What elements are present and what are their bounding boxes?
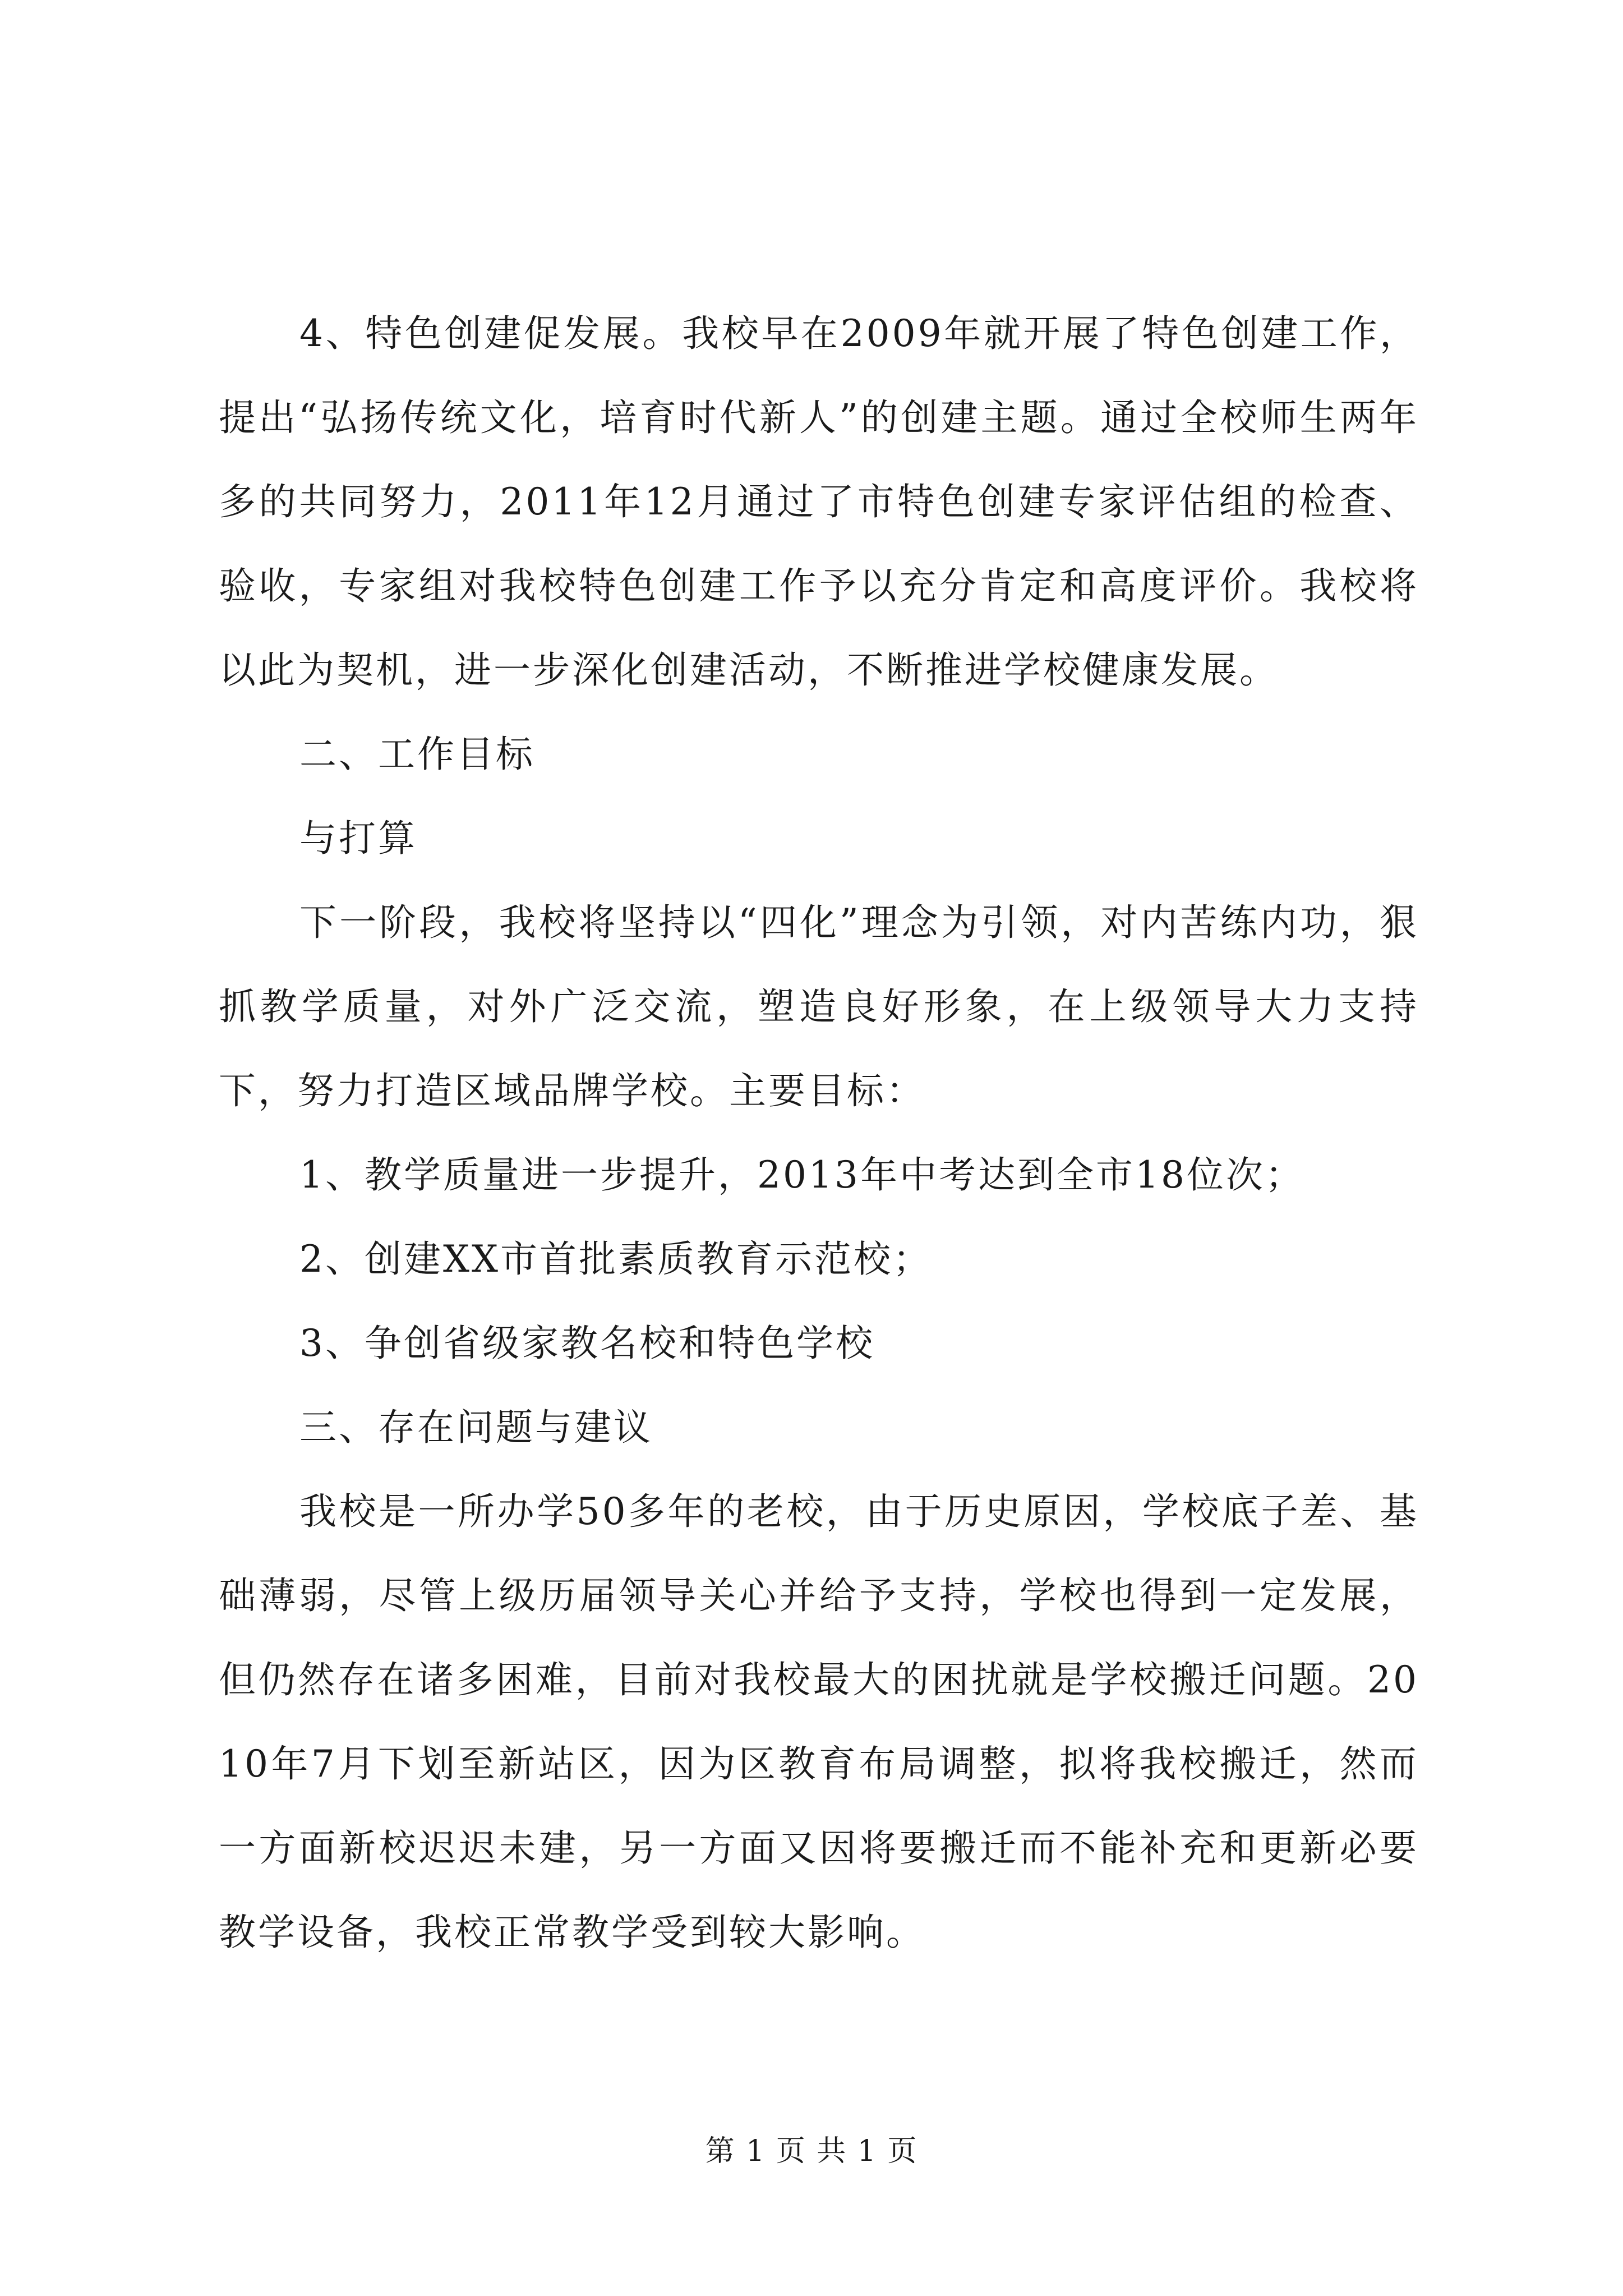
heading-work-goals: 二、工作目标 <box>299 733 535 776</box>
heading-plans: 与打算 <box>299 817 417 860</box>
heading-problems-suggestions: 三、存在问题与建议 <box>299 1406 653 1449</box>
goal-item-1: 1、教学质量进一步提升，2013年中考达到全市18位次； <box>299 1153 1304 1197</box>
goal-item-3: 3、争创省级家教名校和特色学校 <box>299 1322 875 1365</box>
goal-item-2: 2、创建XX市首批素质教育示范校； <box>299 1237 932 1281</box>
paragraph-next-stage: 下一阶段，我校将坚持以“四化”理念为引领，对内苦练内功，狠抓教学质量，对外广泛交流，塑造良好形象，在上级领导大力支持下，努力打造区域品牌学校。主要目标： <box>219 901 1419 1112</box>
page-footer: 第 1 页 共 1 页 <box>705 2134 918 2168</box>
paragraph-feature-building: 4、特色创建促发展。我校早在2009年就开展了特色创建工作，提出“弘扬传统文化，培育时代新人”的创建主题。通过全校师生两年多的共同努力，2011年12月通过了市特色创建专家评估组的检查、验收，专家组对我校特色创建工作予以充分肯定和高度评价。我校将以此为契机，进一步深化创建活动，不断推进学校健康发展。 <box>219 312 1419 692</box>
paragraph-problems: 我校是一所办学50多年的老校，由于历史原因，学校底子差、基础薄弱，尽管上级历届领导关心并给予支持，学校也得到一定发展，但仍然存在诸多困难，目前对我校最大的困扰就是学校搬迁问题。2010年7月下划至新站区，因为区教育布局调整，拟将我校搬迁，然而一方面新校迟迟未建，另一方面又因将要搬迁而不能补充和更新必要教学设备，我校正常教学受到较大影响。 <box>219 1490 1419 1954</box>
document-body <box>219 292 1419 1975</box>
